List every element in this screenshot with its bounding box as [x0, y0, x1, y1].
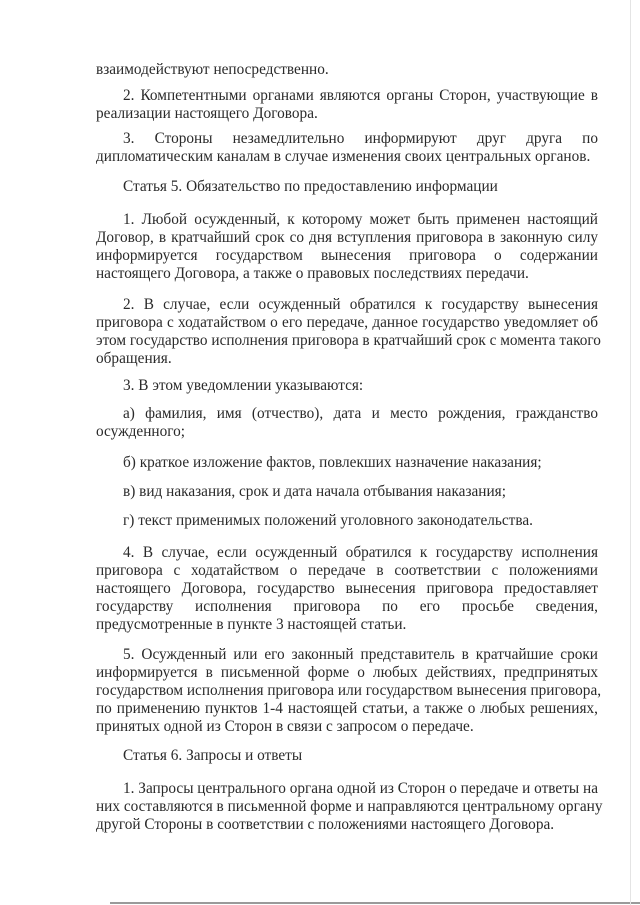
- text-line: настоящего Договора, государство вынесения приговора предоставляет: [96, 580, 598, 597]
- text-line: а) фамилия, имя (отчество), дата и место рождения, гражданство: [123, 405, 598, 422]
- text-line: Статья 6. Запросы и ответы: [123, 747, 303, 764]
- text-line: 1. Любой осужденный, к которому может быть применен настоящий: [123, 211, 598, 228]
- text-line: осужденного;: [96, 423, 186, 440]
- paragraph: [96, 512, 598, 530]
- paragraph: [96, 780, 603, 834]
- paragraph: [96, 61, 598, 79]
- text-line: государству исполнения приговора по его просьбе сведения,: [96, 598, 598, 615]
- text-line: этом государство исполнения приговора в кратчайший срок с момента такого: [96, 332, 601, 349]
- paragraph: [96, 405, 598, 441]
- text-line: 2. Компетентными органами являются органы Сторон, участвующие в: [123, 87, 598, 104]
- paragraph: [96, 87, 598, 123]
- text-line: 2. В случае, если осужденный обратился к государству вынесения: [123, 296, 598, 313]
- paragraph: [96, 211, 598, 283]
- text-line: 3. В этом уведомлении указываются:: [123, 377, 364, 394]
- text-line: государством исполнения приговора или государством вынесения приговора,: [96, 682, 602, 699]
- text-line: информируется в письменной форме о любых действиях, предпринятых: [96, 664, 598, 681]
- text-line: г) текст применимых положений уголовного законодательства.: [123, 512, 533, 529]
- text-line: Договор, в кратчайший срок со дня вступления приговора в законную силу: [96, 229, 598, 246]
- text-line: предусмотренные в пункте 3 настоящей статьи.: [96, 616, 407, 633]
- paragraph: [96, 483, 598, 501]
- paragraph: [96, 130, 598, 166]
- article-heading: [96, 747, 598, 765]
- article-heading: [96, 178, 598, 196]
- text-line: приговора с ходатайством о передаче в соответствии с положениями: [96, 562, 598, 579]
- text-line: б) краткое изложение фактов, повлекших назначение наказания;: [123, 454, 542, 471]
- text-line: информируется государством вынесения приговора о содержании: [96, 247, 598, 264]
- text-line: 1. Запросы центрального органа одной из Сторон о передаче и ответы на: [123, 780, 598, 797]
- text-line: приговора с ходатайством о его передаче, данное государство уведомляет об: [96, 314, 598, 331]
- text-line: другой Стороны в соответствии с положениями настоящего Договора.: [96, 816, 555, 833]
- text-line: реализации настоящего Договора.: [96, 105, 318, 122]
- paragraph: [96, 296, 601, 368]
- text-line: в) вид наказания, срок и дата начала отбывания наказания;: [123, 483, 506, 500]
- text-line: взаимодействуют непосредственно.: [96, 61, 329, 78]
- text-line: дипломатическим каналам в случае изменения своих центральных органов.: [96, 148, 591, 165]
- text-line: по применению пунктов 1-4 настоящей статьи, а также о любых решениях,: [96, 700, 598, 717]
- page-right-edge: [630, 0, 631, 905]
- text-line: 5. Осужденный или его законный представитель в кратчайшие сроки: [123, 646, 598, 663]
- text-line: настоящего Договора, а также о правовых последствиях передачи.: [96, 265, 529, 282]
- paragraph: [96, 377, 598, 395]
- text-line: 4. В случае, если осужденный обратился к государству исполнения: [123, 544, 598, 561]
- text-line: них составляются в письменной форме и направляются центральному органу: [96, 798, 603, 815]
- page-bottom-edge: [110, 902, 640, 904]
- paragraph: [96, 646, 602, 736]
- paragraph: [96, 454, 598, 472]
- text-line: 3. Стороны незамедлительно информируют друг друга по: [123, 130, 598, 147]
- text-line: обращения.: [96, 350, 172, 367]
- paragraph: [96, 544, 598, 634]
- text-line: принятых одной из Сторон в связи с запросом о передаче.: [96, 718, 474, 735]
- text-line: Статья 5. Обязательство по предоставлению информации: [123, 178, 498, 195]
